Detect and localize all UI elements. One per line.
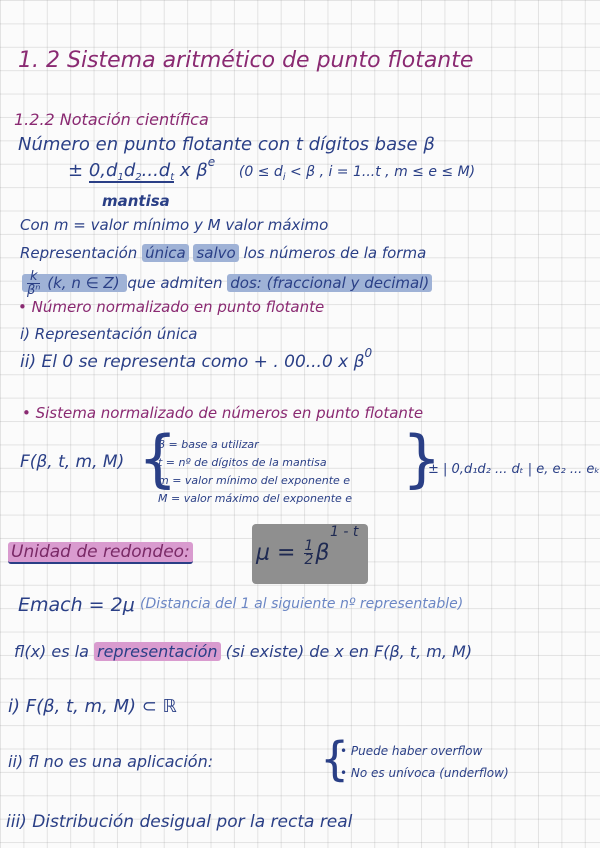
item-i: i) Representación única [20,325,198,343]
formula-dt: t [170,172,175,183]
formula-cond-i: i [282,172,286,183]
left-brace: { [138,422,178,495]
unidad-half-num: 1 [304,538,314,554]
formula-d2-sub: 2 [135,172,142,183]
emach-formula: Emach = 2μ [18,594,135,616]
formula-cond-rest: < β , i = 1...t , m ≤ e ≤ M) [285,164,476,180]
prop-ii-underflow: • No es unívoca (underflow) [340,766,509,780]
formula-times: x β [179,160,208,181]
unidad-label-text: Unidad de redondeo: [8,542,193,564]
unidad-half-den: 2 [304,552,314,568]
formula-cond: (0 ≤ d [238,164,283,180]
formula-dots: ...d [141,160,171,181]
prop-i: i) F(β, t, m, M) ⊂ ℝ [8,696,177,717]
unidad-formula [256,540,329,567]
formula-mantisa [89,160,174,183]
unidad-beta: β [315,540,330,566]
item-ii [20,346,373,372]
formula-exp: e [207,155,216,169]
line-con: Con m = valor mínimo y M valor máximo [20,216,329,234]
fraction-k-beta-n [27,270,40,297]
highlight-representacion: representación [94,642,221,661]
highlight-unica: única [142,244,189,262]
unidad-exponent: 1 - t [330,524,359,540]
fraction-denominator: βⁿ [27,283,41,298]
F-def-beta: β = base a utilizar [158,438,259,451]
unidad-half [304,540,313,567]
emach-line [18,594,135,616]
line-rep-a: Representación [20,244,143,262]
F-label: F(β, t, m, M) [20,452,125,472]
item-ii-exp: 0 [364,346,373,360]
unidad-mu: μ = [256,540,303,566]
fraction-numerator: k [27,270,40,284]
line-frac-b: que admiten [127,274,228,292]
formula-line [68,155,476,183]
highlight-salvo: salvo [193,244,238,262]
highlight-dos: dos: (fraccional y decimal) [227,274,432,292]
bullet-sistema-normalizado: • Sistema normalizado de números en punto flotante [22,404,424,422]
formula-d2: d [123,160,136,181]
F-result: ± | 0,d₁d₂ ... dₜ | e, e₂ ... eₖ [428,462,600,477]
F-def-M: M = valor máximo del exponente e [158,492,353,505]
F-def-m: m = valor mínimo del exponente e [158,474,351,487]
fl-a: fl(x) es la [14,642,94,661]
page-title: 1. 2 Sistema aritmético de punto flotante [18,48,474,73]
line-representacion [20,244,426,262]
fraction-expression [22,269,127,298]
bullet-numero-normalizado: • Número normalizado en punto flotante [18,298,325,316]
prop-ii: ii) fl no es una aplicación: [8,752,214,771]
fl-line [14,642,472,661]
emach-note: (Distancia del 1 al siguiente nº representable) [140,596,464,612]
prop-iii: iii) Distribución desigual por la recta real [6,812,353,832]
right-brace: } [402,422,442,495]
formula-pm: ± [68,160,84,181]
prop-ii-overflow: • Puede haber overflow [340,744,483,758]
item-ii-text: ii) El 0 se representa como + . 00...0 x β [20,352,365,372]
line-fraccion [22,270,432,297]
prop-ii-brace: { [320,732,350,786]
unidad-redondeo-label [8,542,193,562]
formula-d1: 1 [117,172,124,183]
F-def-t: t = nº de dígitos de la mantisa [158,456,327,469]
formula-digits: 0,d [88,160,118,181]
line-numero: Número en punto flotante con t dígitos base β [18,134,435,155]
fraction-condition: (k, n ∈ Z) [42,274,125,292]
mantisa-label: mantisa [102,192,170,210]
section-subheading: 1.2.2 Notación científica [14,110,209,129]
fl-b: (si existe) de x en F(β, t, m, M) [220,642,473,661]
formula-conditions [238,164,476,183]
line-rep-b: los números de la forma [238,244,427,262]
